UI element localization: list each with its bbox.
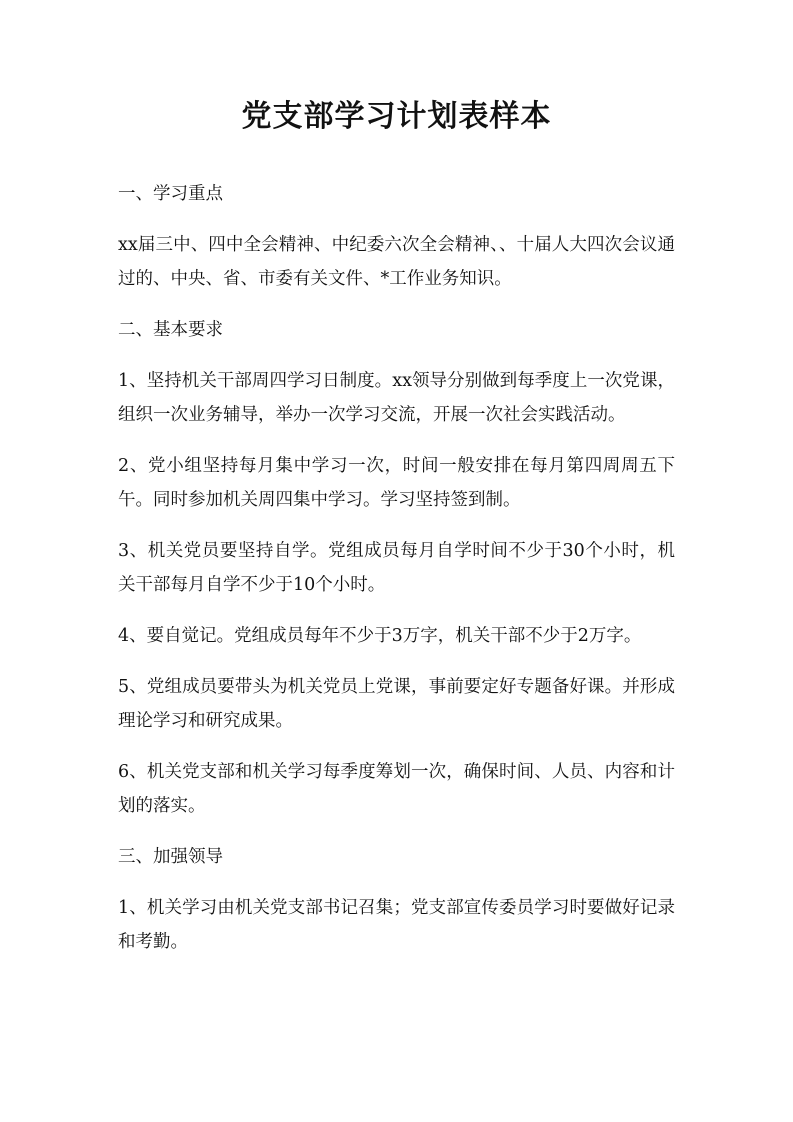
paragraph-leadership-1: 1、机关学习由机关党支部书记召集；党支部宣传委员学习时要做好记录和考勤。 (118, 898, 675, 952)
paragraph-requirement-6: 6、机关党支部和机关学习每季度筹划一次，确保时间、人员、内容和计划的落实。 (118, 762, 675, 816)
paragraph-requirement-3: 3、机关党员要坚持自学。党组成员每月自学时间不少于30个小时，机关干部每月自学不少于10个小时。 (118, 541, 675, 595)
page-title: 党支部学习计划表样本 (241, 99, 552, 134)
section-heading-study-focus: 一、学习重点 (118, 184, 223, 204)
paragraph-requirement-5: 5、党组成员要带头为机关党员上党课，事前要定好专题备好课。并形成理论学习和研究成果。 (118, 677, 675, 731)
section-heading-strengthen-leadership: 三、加强领导 (118, 847, 223, 867)
paragraph-requirement-4: 4、要自觉记。党组成员每年不少于3万字，机关干部不少于2万字。 (118, 626, 642, 646)
paragraph-requirement-1: 1、坚持机关干部周四学习日制度。xx领导分别做到每季度上一次党课，组织一次业务辅导，举办一次学习交流，开展一次社会实践活动。 (118, 371, 675, 425)
section-heading-basic-requirements: 二、基本要求 (118, 320, 223, 340)
paragraph-requirement-2: 2、党小组坚持每月集中学习一次，时间一般安排在每月第四周周五下午。同时参加机关周四集中学习。学习坚持签到制。 (118, 456, 675, 510)
paragraph-study-focus: xx届三中、四中全会精神、中纪委六次全会精神、、十届人大四次会议通过的、中央、省、市委有关文件、*工作业务知识。 (118, 235, 675, 289)
